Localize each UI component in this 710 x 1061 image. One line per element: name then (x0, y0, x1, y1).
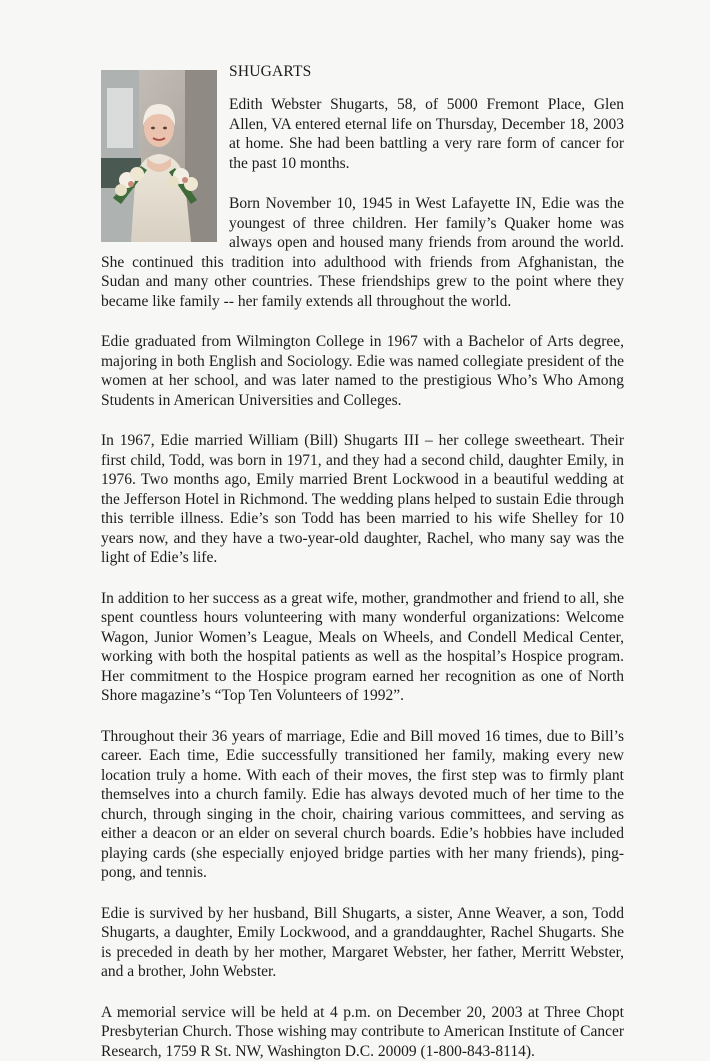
paragraph-survivors: Edie is survived by her husband, Bill Shugarts, a sister, Anne Weaver, a son, Todd Shugarts, a daughter, Emily Lockwood, and a granddaughter, Rachel Shugarts. She is preceded in death by her mother, Margaret Webster, her father, Merritt Webster, and a brother, John Webster. (101, 904, 624, 982)
paragraph-intro: Edith Webster Shugarts, 58, of 5000 Fremont Place, Glen Allen, VA entered eternal life on Thursday, December 18, 2003 at home. She had been battling a very rare form of cancer for the past 10 months. (101, 95, 624, 173)
portrait-photo (101, 70, 217, 242)
paragraph-memorial-service: A memorial service will be held at 4 p.m. on December 20, 2003 at Three Chopt Presbyterian Church. Those wishing may contribute to American Institute of Cancer Research, 1759 R St. NW, Washington D.C. 20009 (1-800-843-8114). (101, 1003, 624, 1061)
obituary-heading: SHUGARTS (101, 62, 624, 82)
paragraph-education: Edie graduated from Wilmington College in 1967 with a Bachelor of Arts degree, majoring in both English and Sociology. Edie was named collegiate president of the women at her school, and was later named to the prestigious Who’s Who Among Students in American Universities and Colleges. (101, 332, 624, 410)
paragraph-early-life: Born November 10, 1945 in West Lafayette IN, Edie was the youngest of three children. Her family’s Quaker home was always open and housed many friends from around the world. She continued this tradition into adulthood with friends from Afghanistan, the Sudan and many other countries. These friendships grew to the point where they became like family -- her family extends all throughout the world. (101, 194, 624, 311)
paragraph-family: In 1967, Edie married William (Bill) Shugarts III – her college sweetheart. Their first child, Todd, was born in 1971, and they had a second child, daughter Emily, in 1976. Two months ago, Emily married Brent Lockwood in a beautiful wedding at the Jefferson Hotel in Richmond. The wedding plans helped to sustain Edie through this terrible illness. Edie’s son Todd has been married to his wife Shelley for 10 years now, and they have a two-year-old daughter, Rachel, who many say was the light of Edie’s life. (101, 431, 624, 568)
paragraph-volunteering: In addition to her success as a great wife, mother, grandmother and friend to all, she spent countless hours volunteering with many wonderful organizations: Welcome Wagon, Junior Women’s League, Meals on Wheels, and Condell Medical Center, working with both the hospital patients as well as the hospital’s Hospice program. Her commitment to the Hospice program earned her recognition as one of North Shore magazine’s “Top Ten Volunteers of 1992”. (101, 589, 624, 706)
paragraph-marriage-church: Throughout their 36 years of marriage, Edie and Bill moved 16 times, due to Bill’s career. Each time, Edie successfully transitioned her family, making every new location truly a home. With each of their moves, the first step was to firmly plant themselves into a church family. Edie has always devoted much of her time to the church, through singing in the choir, chairing various committees, and serving as either a deacon or an elder on several church boards. Edie’s hobbies have included playing cards (she especially enjoyed bridge parties with her many friends), ping-pong, and tennis. (101, 727, 624, 883)
